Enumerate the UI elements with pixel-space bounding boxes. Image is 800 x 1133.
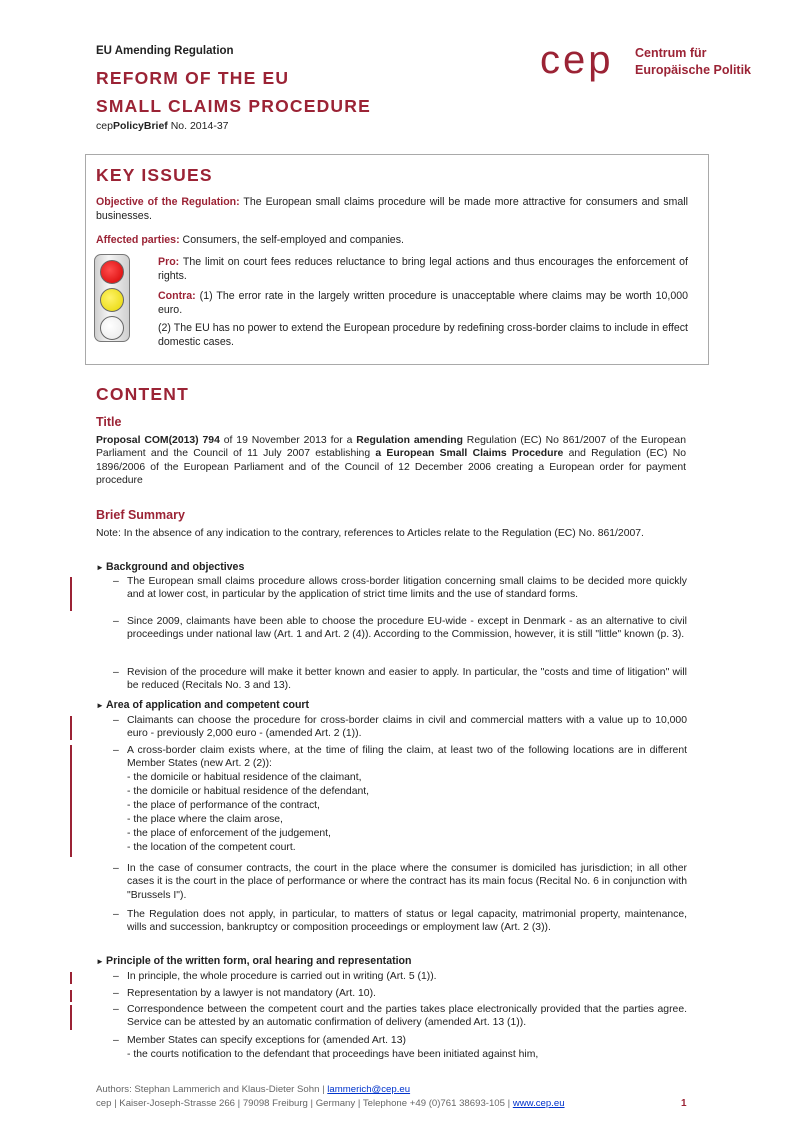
sublist-item: - the domicile or habitual residence of the claimant, [127,772,362,783]
dash-bullet: – [113,715,119,726]
sublist-item: - the place of performance of the contract, [127,800,320,811]
pro-text: The limit on court fees reduces reluctance to bring legal actions and thus encourages the enforcement of rights. [158,256,688,282]
proposal-bold-3: a European Small Claims Procedure [375,448,564,460]
objective-text: The European small claims procedure will be made more attractive for consumers and small businesses. [96,196,688,222]
dash-bullet: – [113,1035,119,1046]
policybrief-bold: PolicyBrief [112,120,168,132]
change-bar [70,716,72,740]
sublist-item: - the place where the claim arose, [127,814,283,825]
affected-label: Affected parties: [96,234,180,246]
sublist-item: - the courts notification to the defendant that proceedings have been initiated against him, [127,1049,539,1060]
note-paragraph: Note: In the absence of any indication to the contrary, references to Articles relate to the Regulation (EC) No. 861/2007. [96,528,644,539]
proposal-bold-2: Regulation amending [356,435,463,446]
proposal-paragraph [96,434,686,487]
affected-text: Consumers, the self-employed and companies. [179,234,404,246]
change-bar [70,745,72,857]
contra-text-1: (1) The error rate in the largely written procedure is unacceptable where claims may be worth 10,000 euro. [158,290,688,316]
title-section-heading: Title [96,415,122,429]
cep-logo-word: cep [540,38,614,82]
list-item: The European small claims procedure allows cross-border litigation concerning small claims to be decided more quickly and at lower cost, in particular by the application of strict time limits and the use of standard forms. [127,576,687,601]
area-heading-text: Area of application and competent court [106,699,310,711]
background-heading [96,561,244,575]
traffic-light-yellow-icon [100,288,124,312]
proposal-bold-1: Proposal COM(2013) 794 [96,435,220,446]
background-heading-text: Background and objectives [106,561,245,573]
website-link[interactable]: www.cep.eu [512,1098,565,1109]
triangle-bullet-icon: ► [96,957,104,966]
policybrief-prefix: cep [96,120,113,132]
document-title [96,64,371,120]
address-text: cep | Kaiser-Joseph-Strasse 266 | 79098 Freiburg | Germany | Telephone +49 (0)761 38693-105 | [96,1098,513,1109]
triangle-bullet-icon: ► [96,563,104,572]
change-bar [70,1005,72,1030]
traffic-light-red-icon [100,260,124,284]
list-item: A cross-border claim exists where, at the time of filing the claim, at least two of the following locations are in different Member States (new Art. 2 (2)): [127,745,687,770]
dash-bullet: – [113,576,119,587]
brief-summary-heading: Brief Summary [96,508,185,522]
footer-authors [96,1084,410,1096]
proposal-text-2: Regulation (EC) No 861/2007 of the European Parliament and the Council of 11 July 2007 establishing [96,435,686,460]
logo-text-line-2: Europäische Politik [635,63,752,77]
key-issues-heading: KEY ISSUES [96,165,213,185]
policybrief-no: No. 2014-37 [167,120,229,132]
list-item: Since 2009, claimants have been able to choose the procedure EU-wide - except in Denmark - as an alternative to civil proceedings under national law (Art. 1 and Art. 2 (4)). According to the Commission, however, it is still "little" known (p. 3). [127,616,687,641]
page-number: 1 [681,1098,687,1109]
traffic-light-white-icon [100,316,124,340]
title-line-1: REFORM OF THE EU [96,68,290,88]
contra-paragraph [158,290,688,317]
proposal-text-1: of 19 November 2013 for a [219,435,357,446]
dash-bullet: – [113,667,119,678]
title-line-2: SMALL CLAIMS PROCEDURE [96,96,371,116]
sublist-item: - the domicile or habitual residence of the defendant, [127,786,370,797]
list-item: Member States can specify exceptions for (amended Art. 13) [127,1035,406,1046]
written-heading-text: Principle of the written form, oral hearing and representation [106,955,412,967]
list-item: Representation by a lawyer is not mandatory (Art. 10). [127,988,376,999]
contra-paragraph-2: (2) The EU has no power to extend the European procedure by redefining cross-border claims to include in effect domestic cases. [158,322,688,348]
footer-address [96,1098,565,1110]
contra-label: Contra: [158,290,196,302]
cep-logo-text [635,45,751,79]
proposal-text-3: and Regulation (EC) No 1896/2006 of the European Parliament and of the Council of 12 December 2006 creating a European order for payment procedure [96,448,687,486]
change-bar [70,972,72,984]
list-item: In principle, the whole procedure is carried out in writing (Art. 5 (1)). [127,971,437,982]
author-email-link[interactable]: lammerich@cep.eu [327,1084,411,1095]
logo-text-line-1: Centrum für [635,46,707,60]
list-item: Claimants can choose the procedure for cross-border claims in civil and commercial matters with a value up to 10,000 euro - previously 2,000 euro - (amended Art. 2 (1)). [127,715,687,740]
written-heading [96,955,412,969]
dash-bullet: – [113,1004,119,1015]
list-item: In the case of consumer contracts, the court in the place where the consumer is domiciled has jurisdiction; in all other cases it is the court in the place of performance or where the contract has its main focus (Recital No. 6 in conjunction with "Brussels I"). [127,863,687,901]
dash-bullet: – [113,745,119,756]
dash-bullet: – [113,971,119,982]
affected-paragraph [96,234,688,248]
dash-bullet: – [113,863,119,874]
area-heading [96,699,309,713]
change-bar [70,990,72,1002]
document-type-label: EU Amending Regulation [96,45,234,57]
objective-label: Objective of the Regulation: [96,196,240,208]
dash-bullet: – [113,988,119,999]
pro-label: Pro: [158,256,180,268]
list-item: Revision of the procedure will make it better known and easier to apply. In particular, the "costs and time of litigation" will be reduced (Recitals No. 3 and 13). [127,667,687,692]
list-item: Correspondence between the competent court and the parties takes place electronically provided that the parties agree. Service can be attested by an automatic confirmation of delivery (amended Art. 13 (1)). [127,1004,687,1029]
list-item: The Regulation does not apply, in particular, to matters of status or legal capacity, matrimonial property, maintenance, wills and succession, bankruptcy or composition proceedings or employment law (Art. 2 (3)). [127,909,687,934]
pro-paragraph [158,256,688,283]
sublist-item: - the location of the competent court. [127,842,296,853]
authors-text: Authors: Stephan Lammerich and Klaus-Dieter Sohn | [96,1084,328,1095]
triangle-bullet-icon: ► [96,701,104,710]
dash-bullet: – [113,616,119,627]
policybrief-number [96,120,229,134]
dash-bullet: – [113,909,119,920]
content-heading: CONTENT [96,384,189,404]
change-bar [70,577,72,611]
objective-paragraph [96,196,688,224]
sublist-item: - the place of enforcement of the judgement, [127,828,331,839]
